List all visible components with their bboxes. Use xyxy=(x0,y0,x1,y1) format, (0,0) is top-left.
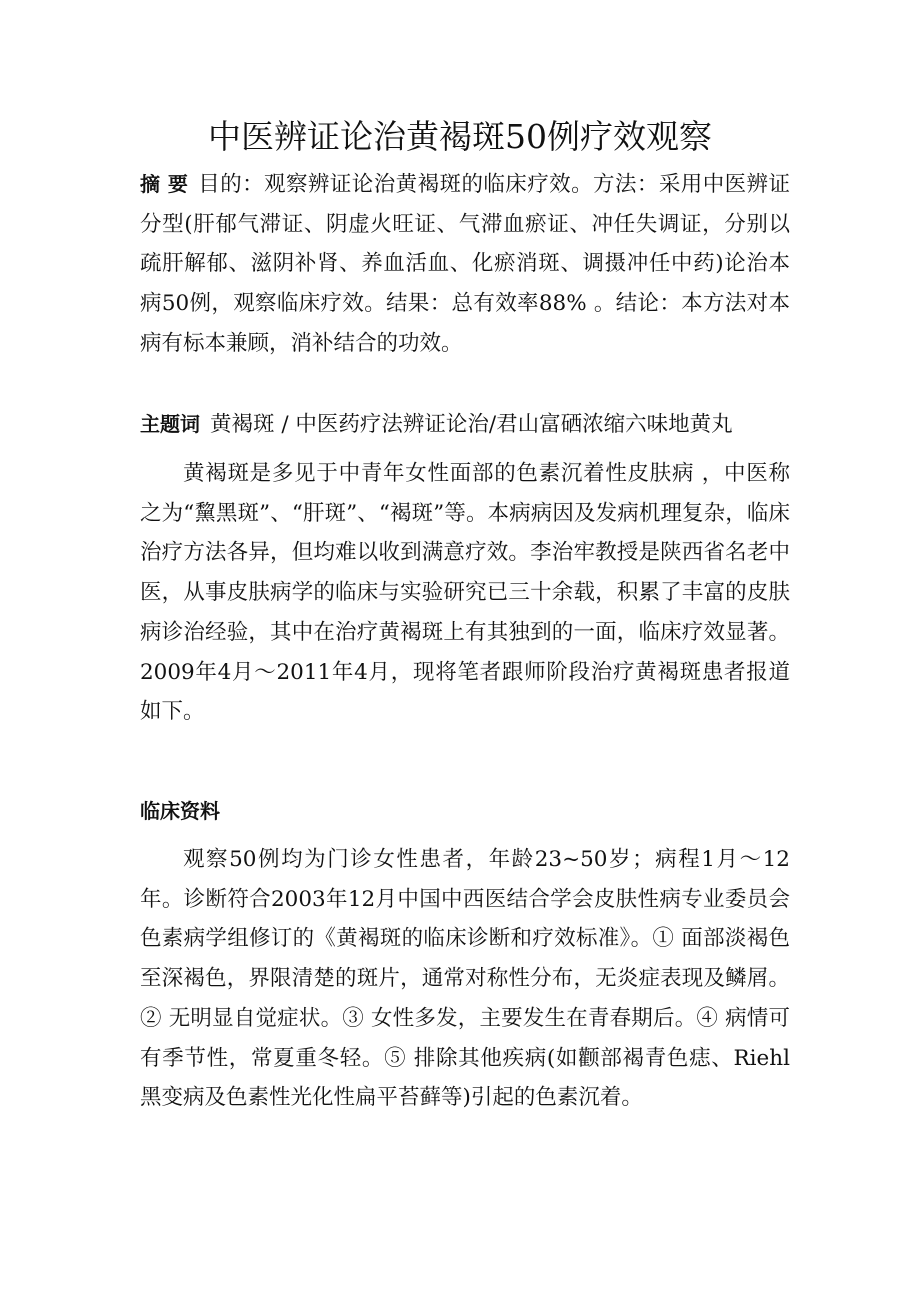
abstract-paragraph xyxy=(140,165,790,364)
section-heading-clinical-data: 临床资料 xyxy=(140,799,220,823)
keywords-text: 黄褐斑 / 中医药疗法辨证论治/君山富硒浓缩六味地黄丸 xyxy=(210,412,733,437)
abstract-text: 目的：观察辨证论治黄褐斑的临床疗效。方法：采用中医辨证分型(肝郁气滞证、阴虚火旺证、气滞血瘀证、冲任失调证，分别以疏肝解郁、滋阴补肾、养血活血、化瘀消斑、调摄冲任中药)论治本病50例，观察临床疗效。结果：总有效率88% 。结论：本方法对本病有标本兼顾，消补结合的功效。 xyxy=(140,172,790,356)
document-title: 中医辨证论治黄褐斑50例疗效观察 xyxy=(208,117,712,156)
keywords-paragraph xyxy=(140,405,790,445)
abstract-label: 摘 要 xyxy=(140,172,189,196)
clinical-paragraph: 观察50例均为门诊女性患者，年龄23~50岁；病程1月～12年。诊断符合2003年12月中国中西医结合学会皮肤性病专业委员会色素病学组修订的《黄褐斑的临床诊断和疗效标准》。① 面部淡褐色至深褐色，界限清楚的斑片，通常对称性分布，无炎症表现及鳞屑。② 无明显自觉症状。③ 女性多发，主要发生在青春期后。④ 病情可有季节性，常夏重冬轻。⑤ 排除其他疾病(如颧部褐青色痣、Riehl黑变病及色素性光化性扁平苔藓等)引起的色素沉着。 xyxy=(140,847,790,1111)
intro-paragraph: 黄褐斑是多见于中青年女性面部的色素沉着性皮肤病 ，中医称之为“黧黑斑”、“肝斑”、“褐斑”等。本病病因及发病机理复杂，临床治疗方法各异，但均难以收到满意疗效。李治牢教授是陕西省名老中医，从事皮肤病学的临床与实验研究已三十余载，积累了丰富的皮肤病诊治经验，其中在治疗黄褐斑上有其独到的一面，临床疗效显著。2009年4月～2011年4月，现将笔者跟师阶段治疗黄褐斑患者报道如下。 xyxy=(140,461,790,725)
keywords-label: 主题词 xyxy=(140,412,200,436)
